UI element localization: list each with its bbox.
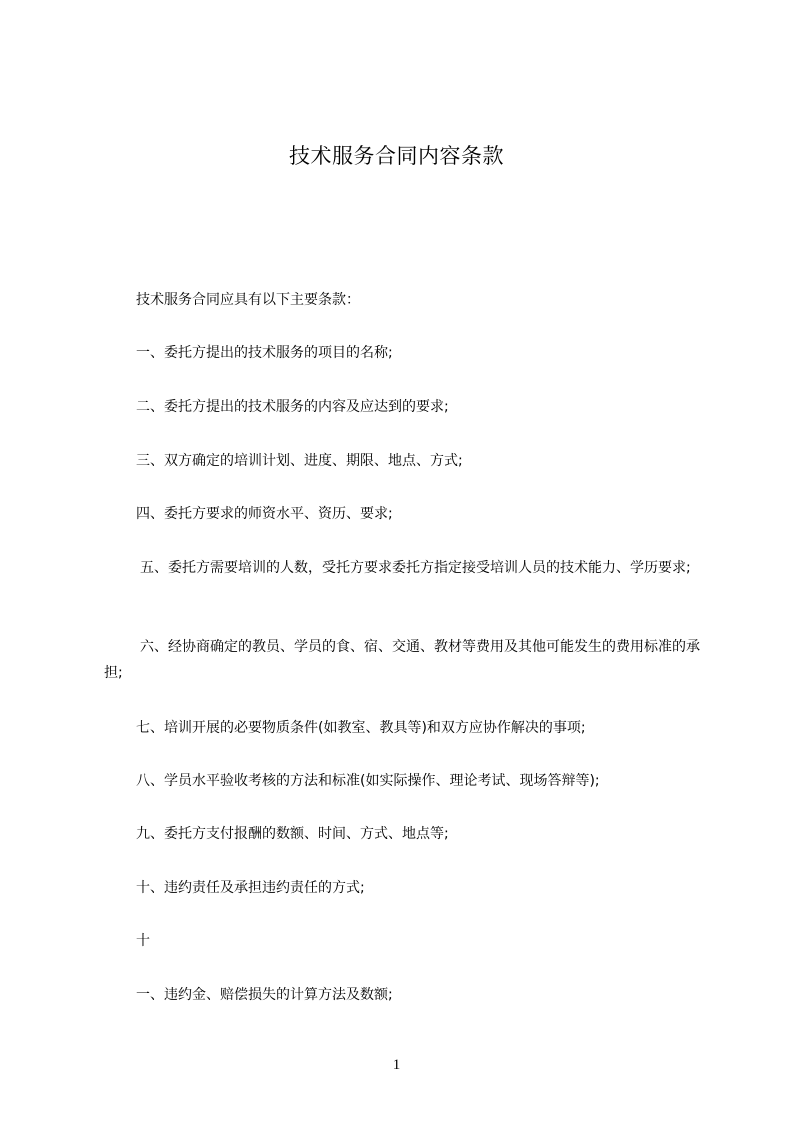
clause-3: 三、双方确定的培训计划、进度、期限、地点、方式; [136, 453, 463, 469]
clause-4: 四、委托方要求的师资水平、资历、要求; [136, 506, 393, 522]
clause-6: 六、经协商确定的教员、学员的食、宿、交通、教材等费用及其他可能发生的费用标准的承担; [104, 639, 700, 681]
page-number: 1 [392, 1057, 401, 1073]
clause-7: 七、培训开展的必要物质条件(如教室、教具等)和双方应协作解决的事项; [136, 720, 586, 736]
clause-9: 九、委托方支付报酬的数额、时间、方式、地点等; [136, 826, 449, 842]
clause-5: 五、委托方需要培训的人数，受托方要求委托方指定接受培训人员的技术能力、学历要求; [140, 560, 691, 576]
paragraph-intro: 技术服务合同应具有以下主要条款： [136, 292, 360, 308]
clause-10: 十、违约责任及承担违约责任的方式; [136, 880, 365, 896]
clause-11: 一、违约金、赔偿损失的计算方法及数额; [136, 987, 393, 1003]
clause-1: 一、委托方提出的技术服务的项目的名称; [136, 345, 393, 361]
clause-11-number: 十 [136, 933, 150, 949]
clause-2: 二、委托方提出的技术服务的内容及应达到的要求; [136, 399, 449, 415]
document-title: 技术服务合同内容条款 [289, 144, 504, 168]
clause-8: 八、学员水平验收考核的方法和标准(如实际操作、理论考试、现场答辩等); [136, 773, 600, 789]
